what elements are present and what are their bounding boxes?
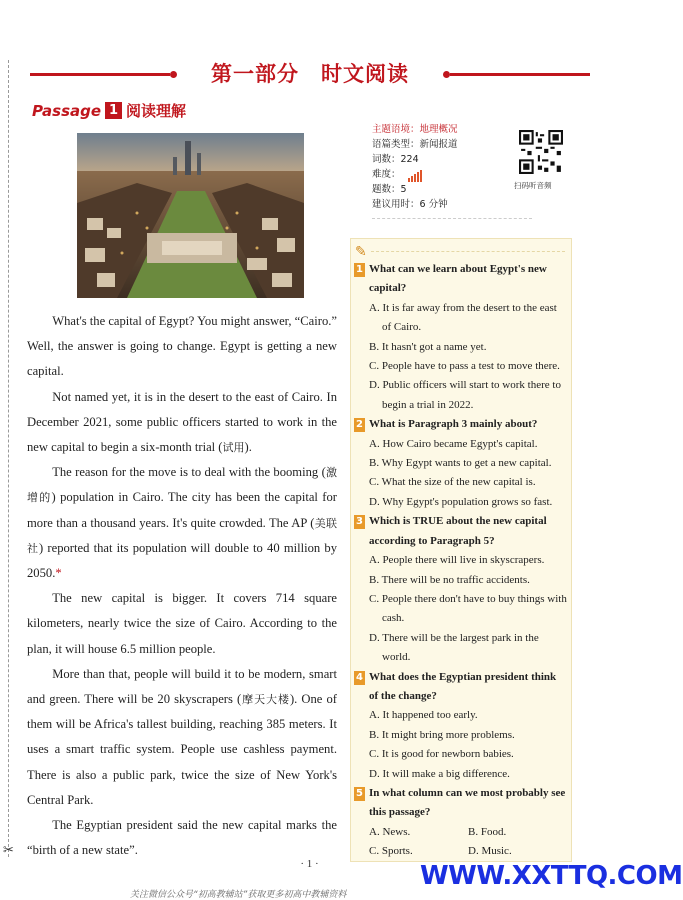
question-stem: Which is TRUE about the new capital according to Paragraph 5?	[369, 515, 547, 547]
section-header	[30, 58, 590, 88]
suggested-time-line: 建议用时：6 分钟	[372, 199, 448, 210]
paragraph-3: The reason for the move is to deal with the booming (激增的) population in Cairo. The city has been the capital for more than a thousand years. It's quite crowded. The AP (美联社) reported that its population will double to 40 million by 2050.*	[27, 465, 338, 581]
difficulty-bars-icon	[408, 167, 423, 182]
footer-note: 关注微信公众号“初高教辅站”获取更多初高中教辅资料	[130, 890, 347, 900]
city-aerial-photo	[77, 133, 304, 298]
option[interactable]: C. What the size of the new capital is.	[369, 476, 536, 489]
section-title: 第一部分 时文阅读	[211, 62, 409, 86]
scissors-icon: ✂	[3, 842, 14, 857]
info-divider	[372, 218, 532, 219]
option[interactable]: C. People there don't have to buy things with cash.	[369, 592, 567, 625]
question-number-badge: 2	[354, 418, 365, 432]
option[interactable]: B. Food.	[468, 825, 507, 838]
passage-number: 1	[105, 102, 122, 119]
genre-line: 语篇类型：新闻报道	[372, 139, 458, 150]
box-top-rule	[371, 251, 565, 252]
question-stem: What does the Egyptian president think of the change?	[369, 670, 557, 702]
difficulty-label: 难度：	[372, 169, 401, 180]
question-list	[354, 260, 567, 862]
question-stem: In what column can we most probably see this passage?	[369, 786, 566, 819]
option[interactable]: D. Public officers will start to work there to begin a trial in 2022.	[369, 379, 561, 411]
option[interactable]: B. It might bring more problems.	[369, 728, 515, 741]
question-number-badge: 3	[354, 515, 365, 529]
watermark-text: WWW.XXTTQ.COM	[420, 861, 683, 891]
option[interactable]: A. How Cairo became Egypt's capital.	[369, 437, 538, 450]
passage-section: 阅读理解	[126, 102, 187, 120]
option[interactable]: D. Music.	[468, 845, 512, 858]
article-body	[27, 309, 337, 863]
questions-box	[350, 238, 572, 862]
topic-line: 主题语境：地理概况	[372, 124, 458, 135]
passage-word: Passage	[32, 101, 102, 120]
question-3	[354, 512, 567, 667]
option[interactable]: C. People have to pass a test to move there.	[369, 360, 560, 373]
paragraph-2: Not named yet, it is in the desert to the east of Cairo. In December 2021, some public officers started to work in the new capital to begin a six-month trial (试用).	[27, 389, 337, 455]
paragraph-5: More than that, people will build it to be modern, smart and green. There will be 20 skyscrapers (摩天大楼). One of them will be Africa's tallest building, reaching 385 meters. It uses a smart traffic system. People use cashless payment. There is also a public park, twice the size of New York's Central Park.	[27, 666, 337, 807]
option[interactable]: C. It is good for newborn babies.	[369, 748, 514, 761]
question-2	[354, 415, 567, 512]
option[interactable]: A. It happened too early.	[369, 709, 478, 722]
question-number-badge: 5	[354, 787, 365, 801]
paragraph-6: The Egyptian president said the new capital marks the “birth of a new state”.	[27, 818, 337, 858]
option[interactable]: C. Sports.	[369, 845, 413, 858]
star-mark: *	[55, 566, 62, 581]
question-stem: What is Paragraph 3 mainly about?	[369, 418, 538, 431]
question-count-line: 题数：5	[372, 184, 407, 195]
question-1	[354, 260, 567, 415]
question-5	[354, 784, 567, 862]
difficulty-line	[372, 167, 517, 182]
cut-line	[8, 60, 9, 857]
qr-label: 扫码听音频	[514, 181, 552, 190]
option[interactable]: D. There will be the largest park in the world.	[369, 631, 539, 664]
question-number-badge: 4	[354, 671, 365, 685]
question-number-badge: 1	[354, 263, 365, 277]
qr-code-icon[interactable]	[519, 130, 563, 174]
option[interactable]: A. News.	[369, 825, 411, 838]
option[interactable]: B. Why Egypt wants to get a new capital.	[369, 457, 552, 470]
paragraph-4: The new capital is bigger. It covers 714 square kilometers, nearly twice the size of Cairo. According to the plan, it will house 6.5 million people.	[27, 591, 337, 656]
option[interactable]: A. It is far away from the desert to the east of Cairo.	[369, 301, 557, 334]
page-number: · 1 ·	[300, 858, 319, 870]
option[interactable]: B. There will be no traffic accidents.	[369, 573, 530, 586]
paragraph-1: What's the capital of Egypt? You might answer, “Cairo.” Well, the answer is going to change. Egypt is getting a new capital.	[27, 314, 337, 379]
option[interactable]: A. People there will live in skyscrapers.	[369, 554, 545, 567]
reading-info-card	[372, 122, 517, 212]
notepad-icon: ✎	[355, 244, 367, 260]
word-count-line: 词数：224	[372, 154, 419, 165]
option[interactable]: D. It will make a big difference.	[369, 767, 510, 780]
option[interactable]: B. It hasn't got a name yet.	[369, 340, 487, 353]
question-stem: What can we learn about Egypt's new capital?	[369, 263, 547, 295]
passage-label	[32, 100, 186, 121]
question-4	[354, 668, 567, 784]
option[interactable]: D. Why Egypt's population grows so fast.	[369, 495, 553, 508]
